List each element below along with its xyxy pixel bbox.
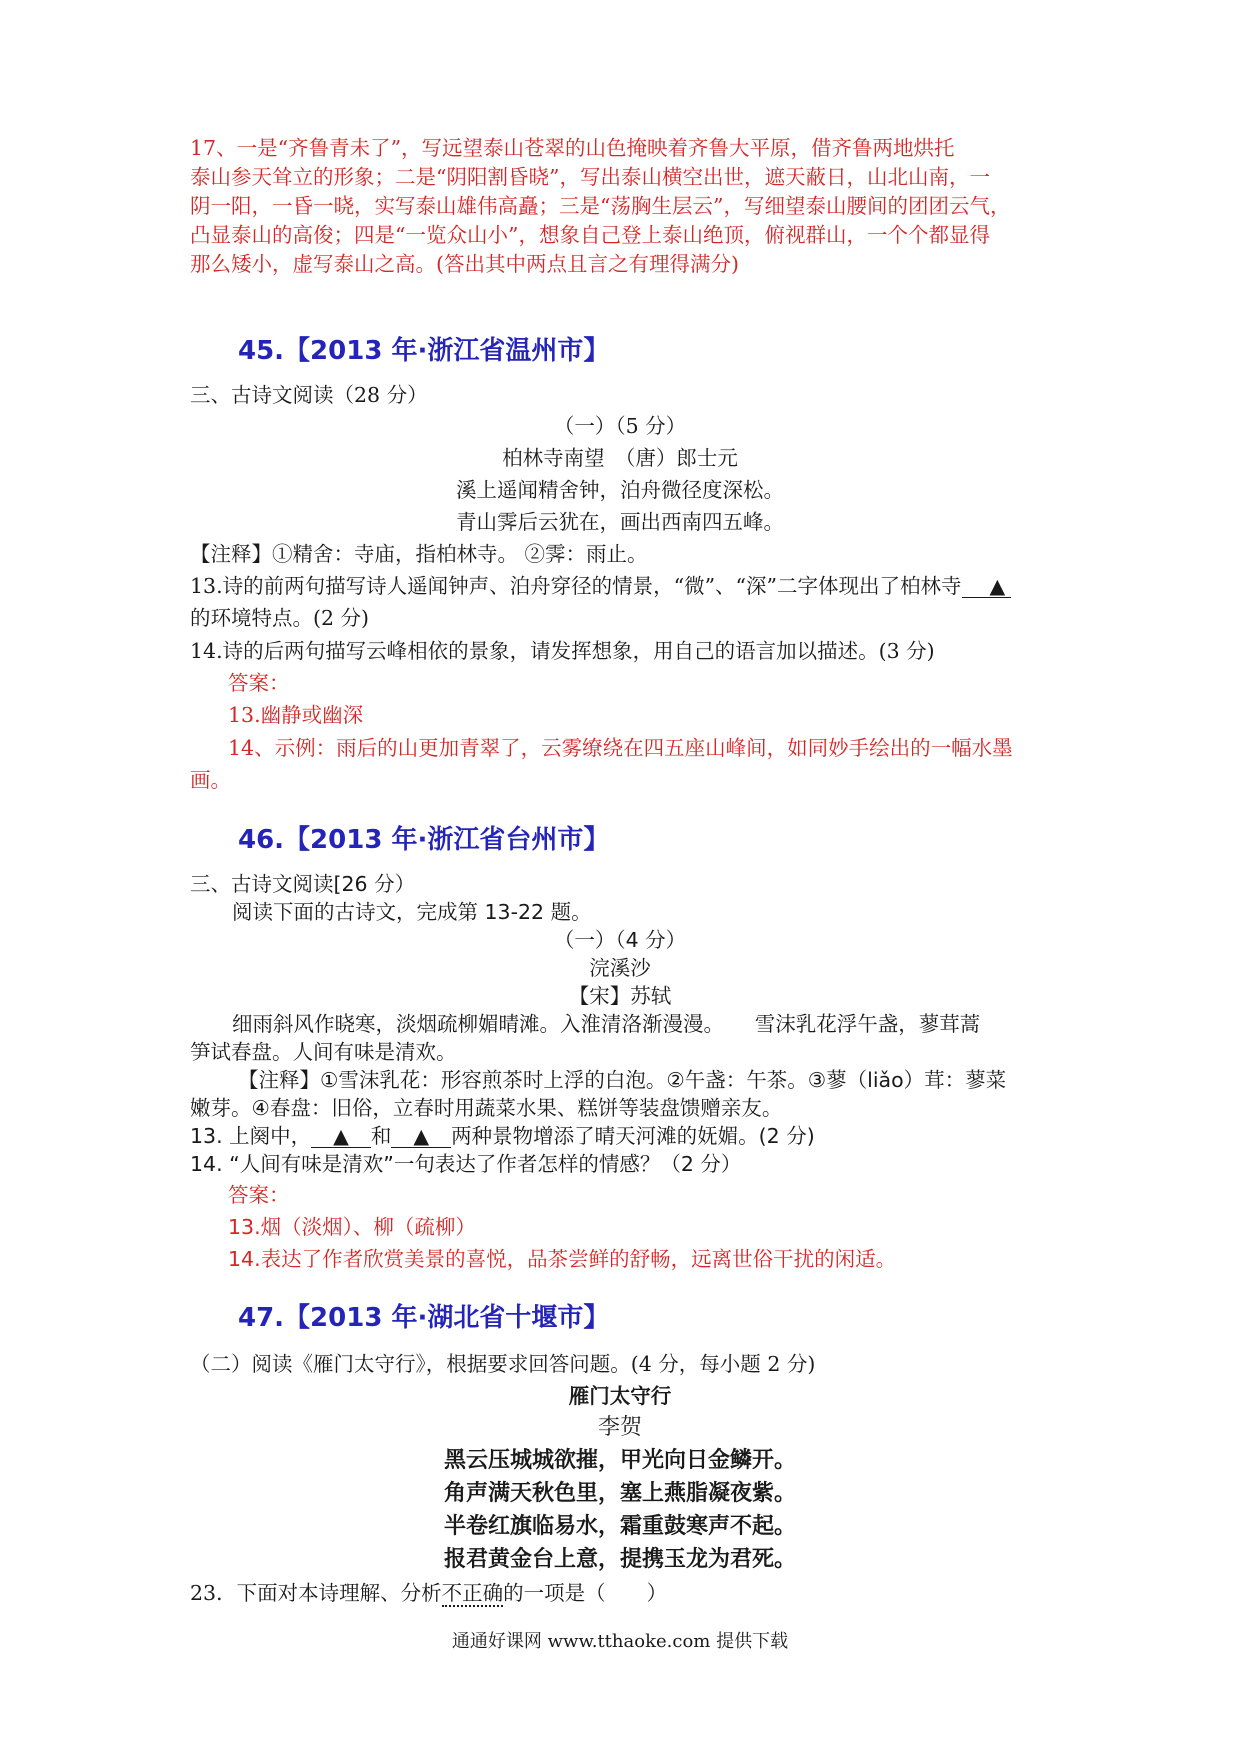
- poem-47-line-1: 黑云压城城欲摧，甲光向日金鳞开。: [443, 1448, 796, 1473]
- poem-47-line-2: 角声满天秋色里，塞上燕脂凝夜紫。: [443, 1481, 796, 1506]
- poem-47-title: 雁门太守行: [568, 1384, 672, 1408]
- note-46-line-2: 嫩芽。④春盘：旧俗，立春时用蔬菜水果、糕饼等装盘馈赠亲友。: [190, 1096, 783, 1120]
- section-47-intro: （二）阅读《雁门太守行》，根据要求回答问题。(4 分，每小题 2 分): [190, 1352, 816, 1376]
- section-46-sub: （一）（4 分）: [553, 928, 687, 952]
- poem-45-line-2: 青山霁后云犹在，画出西南四五峰。: [456, 510, 784, 534]
- answer-46-label: 答案：: [228, 1183, 290, 1207]
- answer-45-label: 答案：: [228, 671, 290, 695]
- question-47-23: 23．下面对本诗理解、分析不正确的一项是（ ）: [190, 1581, 668, 1605]
- poem-46-text-line-1: 细雨斜风作晓寒，淡烟疏柳媚晴滩。入淮清洛渐漫漫。 雪沫乳花浮午盏，蓼茸蒿: [232, 1012, 981, 1036]
- poem-47-line-4: 报君黄金台上意，提携玉龙为君死。: [443, 1547, 796, 1572]
- section-45-title: 三、古诗文阅读（28 分）: [190, 383, 428, 407]
- answer-46-13: 13.烟（淡烟）、柳（疏柳）: [228, 1215, 476, 1239]
- poem-46-title: 浣溪沙: [589, 956, 651, 980]
- note-45: 【注释】①精舍：寺庙，指柏林寺。 ②霁：雨止。: [190, 542, 648, 566]
- section-46-instr: 阅读下面的古诗文，完成第 13-22 题。: [232, 900, 592, 924]
- poem-46-text-line-2: 笋试春盘。人间有味是清欢。: [190, 1040, 457, 1064]
- poem-47-line-3: 半卷红旗临易水，霜重鼓寒声不起。: [443, 1514, 796, 1539]
- question-45-14: 14.诗的后两句描写云峰相依的景象，请发挥想象，用自己的语言加以描述。(3 分): [190, 639, 935, 663]
- question-46-13: 13. 上阕中， ▲ 和 ▲ 两种景物增添了晴天河滩的妩媚。(2 分): [190, 1124, 815, 1148]
- answer-17-line-4: 凸显泰山的高俊；四是“一览众山小”，想象自己登上泰山绝顶，俯视群山，一个个都显得: [190, 223, 990, 247]
- note-46-line-1: 【注释】①雪沫乳花：形容煎茶时上浮的白泡。②午盏：午茶。③蓼（liǎo）茸：蓼菜: [238, 1068, 1007, 1092]
- answer-blank: ▲: [311, 1125, 371, 1148]
- section-46-title: 三、古诗文阅读[26 分）: [190, 872, 416, 896]
- poem-46-author: 【宋】苏轼: [568, 984, 672, 1008]
- answer-blank: ▲: [391, 1125, 451, 1148]
- answer-blank: ▲: [962, 575, 1012, 598]
- answer-17-line-1: 17、一是“齐鲁青未了”，写远望泰山苍翠的山色掩映着齐鲁大平原，借齐鲁两地烘托: [190, 136, 955, 160]
- answer-17-line-5: 那么矮小，虚写泰山之高。(答出其中两点且言之有理得满分): [190, 252, 739, 276]
- answer-45-14-line-2: 画。: [190, 768, 231, 792]
- page-footer: 通通好课网 www.tthaoke.com 提供下载: [451, 1631, 789, 1652]
- heading-45: 45.【2013 年·浙江省温州市】: [238, 336, 610, 366]
- section-45-sub: （一）（5 分）: [553, 414, 687, 438]
- poem-47-author: 李贺: [597, 1415, 642, 1440]
- emphasis-not-correct: 不正确: [441, 1581, 504, 1605]
- poem-45-title: 柏林寺南望 （唐）郎士元: [502, 446, 738, 470]
- question-45-13-line-2: 的环境特点。(2 分): [190, 606, 370, 630]
- answer-45-13: 13.幽静或幽深: [228, 703, 364, 727]
- answer-46-14: 14.表达了作者欣赏美景的喜悦，品茶尝鲜的舒畅，远离世俗干扰的闲适。: [228, 1247, 897, 1271]
- question-45-13-line-1: 13.诗的前两句描写诗人遥闻钟声、泊舟穿径的情景，“微”、“深”二字体现出了柏林寺 ▲: [190, 571, 1011, 601]
- answer-17-line-2: 泰山参天耸立的形象；二是“阴阳割昏晓”，写出泰山横空出世，遮天蔽日，山北山南，一: [190, 165, 990, 189]
- answer-45-14-line-1: 14、示例：雨后的山更加青翠了，云雾缭绕在四五座山峰间，如同妙手绘出的一幅水墨: [228, 736, 1013, 760]
- heading-47: 47.【2013 年·湖北省十堰市】: [238, 1303, 610, 1333]
- heading-46: 46.【2013 年·浙江省台州市】: [238, 825, 610, 855]
- poem-45-line-1: 溪上遥闻精舍钟，泊舟微径度深松。: [456, 478, 784, 502]
- answer-17-line-3: 阴一阳，一昏一晓，实写泰山雄伟高矗；三是“荡胸生层云”，写细望泰山腰间的团团云气，: [190, 194, 1011, 218]
- question-46-14: 14. “人间有味是清欢”一句表达了作者怎样的情感？（2 分）: [190, 1152, 742, 1176]
